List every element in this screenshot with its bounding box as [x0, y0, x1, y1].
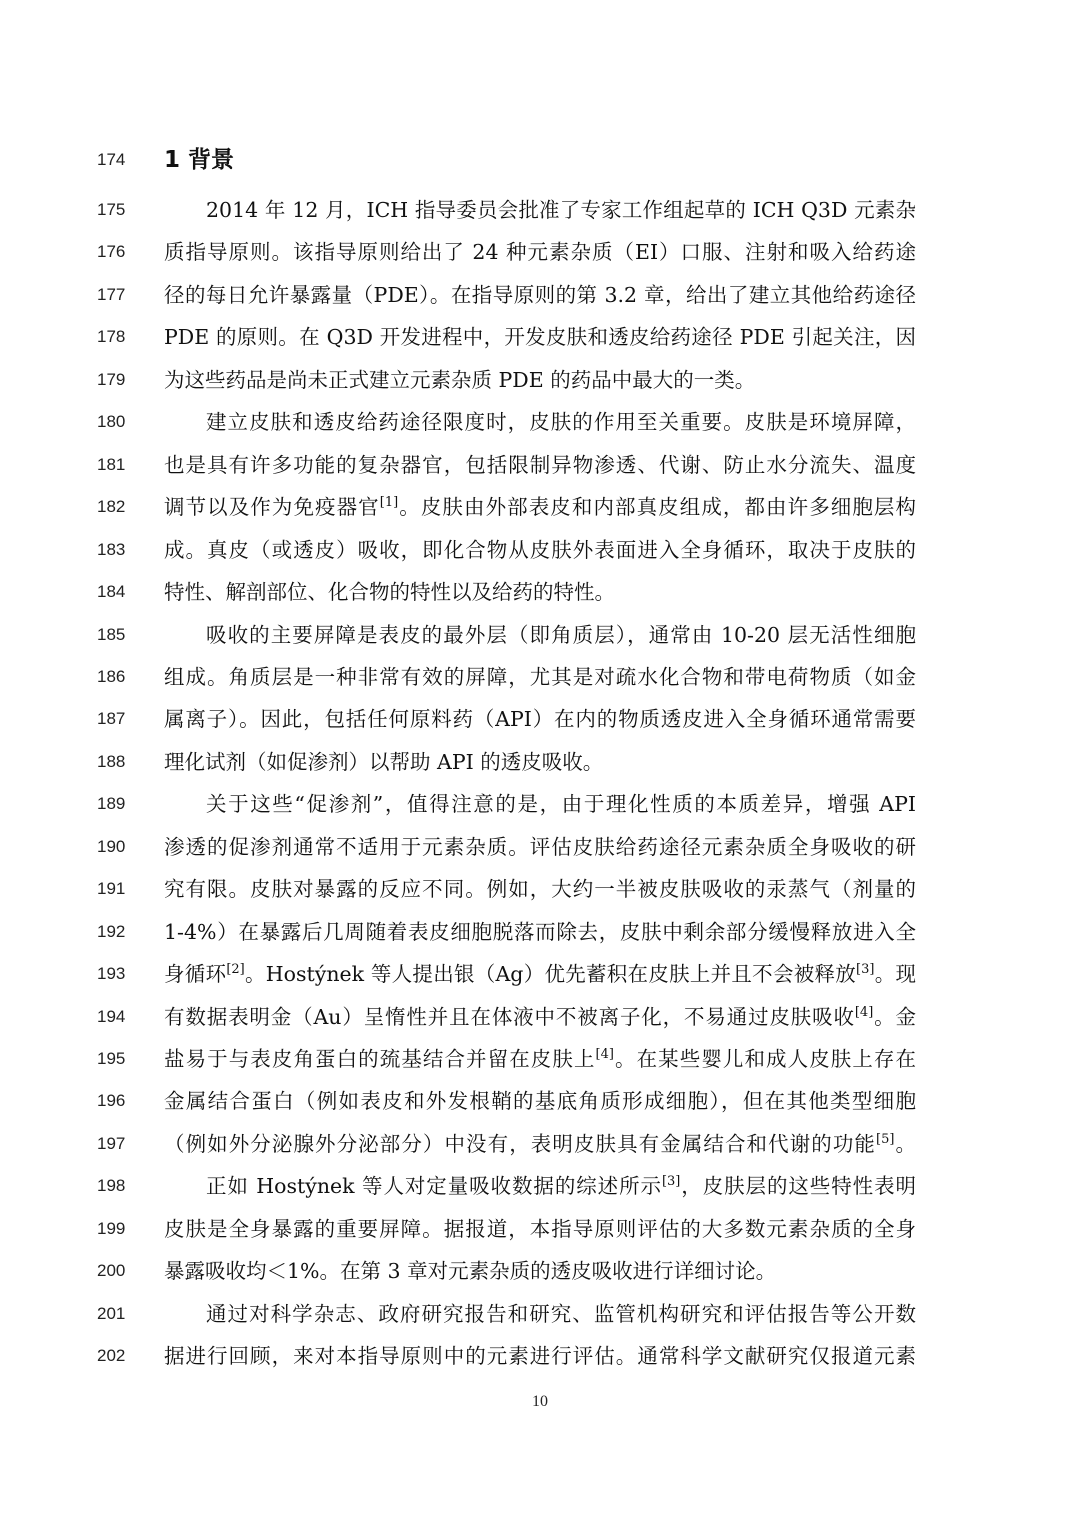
text-line — [0, 614, 1080, 656]
text-line — [0, 401, 1080, 443]
line-number: 184 — [97, 582, 126, 602]
text-line — [0, 1038, 1080, 1080]
line-text: 为这些药品是尚未正式建立元素杂质 PDE 的药品中最大的一类。 — [164, 367, 756, 392]
line-text: 特性、解剖部位、化合物的特性以及给药的特性。 — [164, 580, 615, 605]
line-text: 金属结合蛋白（例如表皮和外发根鞘的基底角质形成细胞），但在其他类型细胞 — [164, 1089, 916, 1114]
line-number: 180 — [97, 412, 126, 432]
text-line — [0, 316, 1080, 358]
line-number: 198 — [97, 1176, 126, 1196]
line-text: 吸收的主要屏障是表皮的最外层（即角质层），通常由 10-20 层无活性细胞 — [206, 622, 916, 647]
line-text: 据进行回顾，来对本指导原则中的元素进行评估。通常科学文献研究仅报道元素 — [164, 1344, 916, 1369]
line-number: 182 — [97, 497, 126, 517]
line-number: 194 — [97, 1006, 126, 1026]
text-line — [0, 783, 1080, 825]
line-text: 成。真皮（或透皮）吸收，即化合物从皮肤外表面进入全身循环，取决于皮肤的 — [164, 537, 916, 562]
line-text: 正如 Hostýnek 等人对定量吸收数据的综述所示[3]，皮肤层的这些特性表明 — [206, 1174, 916, 1199]
section-heading-line — [0, 139, 1080, 181]
text-line — [0, 571, 1080, 613]
line-text: 属离子）。因此，包括任何原料药（API）在内的物质透皮进入全身循环通常需要 — [164, 707, 916, 732]
line-number: 181 — [97, 454, 126, 474]
text-line — [0, 189, 1080, 231]
text-line — [0, 1208, 1080, 1250]
line-number: 177 — [97, 284, 126, 304]
line-text: 理化试剂（如促渗剂）以帮助 API 的透皮吸收。 — [164, 749, 604, 774]
line-text: 也是具有许多功能的复杂器官，包括限制异物渗透、代谢、防止水分流失、温度 — [164, 452, 916, 477]
line-text: 身循环[2]。Hostýnek 等人提出银（Ag）优先蓄积在皮肤上并且不会被释放[3]。现 — [164, 962, 916, 987]
text-line — [0, 1080, 1080, 1122]
text-line — [0, 698, 1080, 740]
text-line — [0, 486, 1080, 528]
text-line — [0, 359, 1080, 401]
text-line — [0, 231, 1080, 273]
line-text: 调节以及作为免疫器官[1]。皮肤由外部表皮和内部真皮组成，都由许多细胞层构 — [164, 495, 916, 520]
line-text: PDE 的原则。在 Q3D 开发进程中，开发皮肤和透皮给药途径 PDE 引起关注，因 — [164, 325, 916, 350]
line-text: 究有限。皮肤对暴露的反应不同。例如，大约一半被皮肤吸收的汞蒸气（剂量的 — [164, 877, 916, 902]
line-text: 关于这些“促渗剂”，值得注意的是，由于理化性质的本质差异，增强 API — [206, 792, 916, 817]
line-number: 193 — [97, 964, 126, 984]
line-text: 建立皮肤和透皮给药途径限度时，皮肤的作用至关重要。皮肤是环境屏障， — [206, 410, 916, 435]
text-line — [0, 529, 1080, 571]
line-number: 187 — [97, 709, 126, 729]
line-text: 组成。角质层是一种非常有效的屏障，尤其是对疏水化合物和带电荷物质（如金 — [164, 664, 916, 689]
line-number: 186 — [97, 666, 126, 686]
line-text: 径的每日允许暴露量（PDE）。在指导原则的第 3.2 章，给出了建立其他给药途径 — [164, 282, 916, 307]
text-line — [0, 1123, 1080, 1165]
line-number: 192 — [97, 921, 126, 941]
line-number: 195 — [97, 1049, 126, 1068]
line-number: 202 — [97, 1346, 126, 1366]
line-text: （例如外分泌腺外分泌部分）中没有，表明皮肤具有金属结合和代谢的功能[5]。 — [164, 1131, 916, 1156]
line-text: 2014 年 12 月，ICH 指导委员会批准了专家工作组起草的 ICH Q3D 元素杂 — [206, 198, 916, 222]
line-number: 178 — [97, 327, 126, 347]
page-number: 10 — [532, 1393, 548, 1410]
line-number: 191 — [97, 879, 126, 899]
line-text: 渗透的促渗剂通常不适用于元素杂质。评估皮肤给药途径元素杂质全身吸收的研 — [164, 834, 916, 859]
line-text: 质指导原则。该指导原则给出了 24 种元素杂质（EI）口服、注射和吸入给药途 — [164, 240, 916, 265]
line-number: 183 — [97, 539, 126, 559]
line-number: 199 — [97, 1218, 126, 1238]
text-line — [0, 741, 1080, 783]
line-number: 185 — [97, 624, 126, 644]
line-number: 190 — [97, 836, 126, 856]
text-line — [0, 274, 1080, 316]
text-line — [0, 1293, 1080, 1335]
line-text: 皮肤是全身暴露的重要屏障。据报道，本指导原则评估的大多数元素杂质的全身 — [164, 1216, 916, 1241]
line-number: 196 — [97, 1091, 126, 1111]
line-number: 197 — [97, 1133, 126, 1153]
line-number: 175 — [97, 200, 126, 219]
line-text: 有数据表明金（Au）呈惰性并且在体液中不被离子化，不易通过皮肤吸收[4]。金 — [164, 1004, 916, 1029]
text-line — [0, 656, 1080, 698]
line-number: 179 — [97, 369, 126, 389]
text-line — [0, 826, 1080, 868]
text-line — [0, 953, 1080, 995]
text-line — [0, 911, 1080, 953]
text-line — [0, 1335, 1080, 1377]
text-line — [0, 1165, 1080, 1207]
line-text: 1-4%）在暴露后几周随着表皮细胞脱落而除去，皮肤中剩余部分缓慢释放进入全 — [164, 919, 916, 944]
line-number: 174 — [97, 150, 126, 169]
text-line — [0, 996, 1080, 1038]
section-heading: 1 背景 — [164, 147, 235, 173]
text-line — [0, 868, 1080, 910]
line-number: 188 — [97, 751, 126, 771]
line-number: 201 — [97, 1303, 126, 1323]
line-text: 盐易于与表皮角蛋白的巯基结合并留在皮肤上[4]。在某些婴儿和成人皮肤上存在 — [164, 1047, 916, 1071]
text-line — [0, 444, 1080, 486]
text-line — [0, 1250, 1080, 1292]
line-text: 通过对科学杂志、政府研究报告和研究、监管机构研究和评估报告等公开数 — [206, 1301, 916, 1326]
line-text: 暴露吸收均＜1%。在第 3 章对元素杂质的透皮吸收进行详细讨论。 — [164, 1259, 777, 1284]
line-number: 189 — [97, 794, 126, 814]
line-number: 200 — [97, 1261, 126, 1281]
line-number: 176 — [97, 242, 126, 262]
